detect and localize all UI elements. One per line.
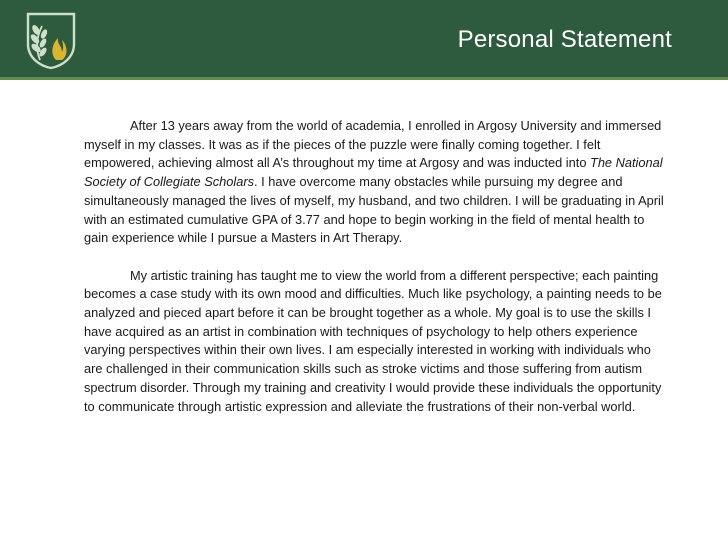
statement-body (84, 117, 664, 416)
paragraph-academic-text-end: . I have overcome many obstacles while pursuing my degree and simultaneously managed the lives of myself, my husband, and two children. I will be graduating in April with an estimated cumulative GPA of 3.77 and hope to begin working in the field of mental health to gain experience while I pursue a Masters in Art Therapy. (84, 174, 664, 246)
slide-title: Personal Statement (457, 26, 672, 53)
header-divider (0, 77, 728, 80)
paragraph-artistic-text: My artistic training has taught me to view the world from a different perspective; each painting becomes a case study with its own mood and difficulties. Much like psychology, a painting needs to be analyzed and pieced apart before it can be brought together as a whole. My goal is to use the skills I have acquired as an artist in combination with techniques of psychology to help others experience varying perspectives within their own lives. I am especially interested in working with individuals who are challenged in their communication skills such as stroke victims and those suffering from autism spectrum disorder. Through my training and creativity I would provide these individuals the opportunity to communicate through artistic expression and alleviate the frustrations of their non-verbal world. (84, 267, 662, 414)
paragraph-academic-text: After 13 years away from the world of academia, I enrolled in Argosy University and immersed myself in my classes. It was as if the pieces of the puzzle were finally coming together. I felt empowered, achieving almost all A’s throughout my time at Argosy and was inducted into (84, 118, 662, 171)
laurel-flame-shield-icon (22, 10, 80, 70)
society-name: The National Society of Collegiate Scholars (84, 155, 663, 190)
paragraph-academic (84, 117, 664, 248)
header-bar (0, 0, 728, 77)
paragraph-artistic (84, 267, 664, 417)
